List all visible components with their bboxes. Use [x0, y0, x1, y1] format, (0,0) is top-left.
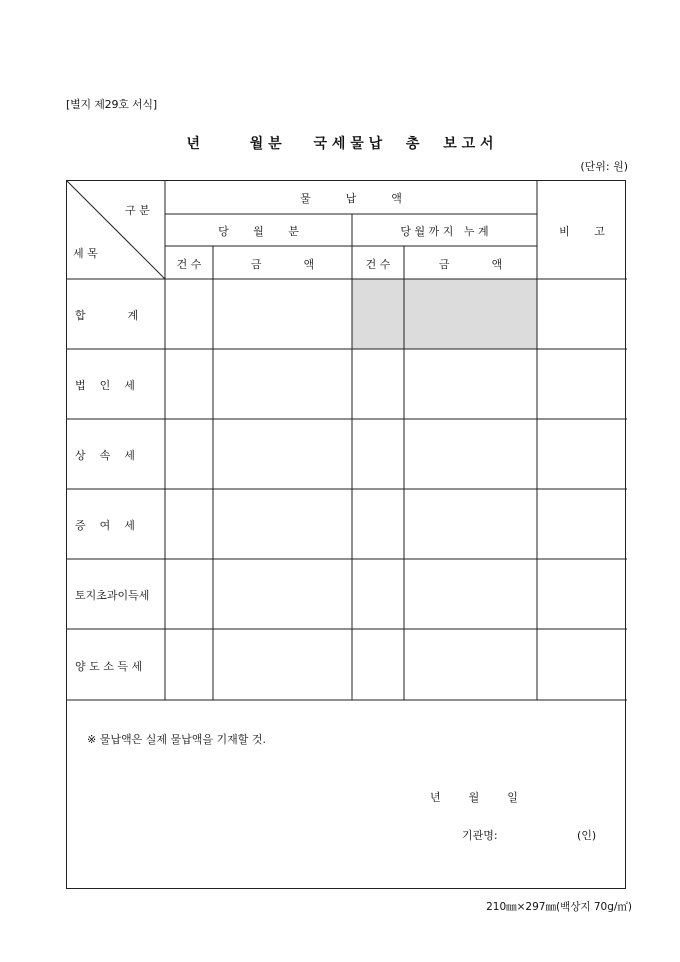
row-label-corporate-tax: 법 인 세: [75, 379, 135, 392]
title-month: 월 분: [249, 136, 282, 152]
payment-amount-header: 물 납 액: [300, 192, 402, 205]
date-line: 년 월 일: [430, 791, 518, 804]
remarks-header: 비 고: [559, 225, 605, 238]
paper-spec: 210㎜×297㎜(백상지 70g/㎡): [486, 901, 632, 913]
current-month-header: 당 월 분: [218, 225, 299, 238]
amount-header-cumulative: 금 액: [438, 258, 503, 271]
count-header-current: 건 수: [176, 258, 202, 271]
report-title: [0, 133, 680, 153]
title-year: 년: [186, 136, 200, 152]
form-number-label: [별지 제29호 서식]: [66, 98, 157, 111]
instruction-note: ※ 물납액은 실제 물납액을 기재할 것.: [87, 733, 266, 746]
row-label-land-excess-gain-tax: 토지초과이득세: [75, 589, 150, 602]
title-main: 국 세 물 납: [313, 136, 383, 152]
table-grid: [67, 181, 627, 890]
count-header-cumulative: 건 수: [365, 258, 391, 271]
report-frame: [66, 180, 626, 889]
agency-label: 기관명:: [462, 829, 498, 842]
amount-header-current: 금 액: [250, 258, 315, 271]
corner-bottom-label: 세 목: [73, 247, 98, 260]
unit-label: (단위: 원): [580, 160, 628, 173]
row-label-capital-gains-tax: 양 도 소 득 세: [75, 660, 143, 673]
shaded-cumulative-total: [352, 279, 537, 349]
row-label-total: 합 계: [75, 309, 139, 322]
cumulative-header: 당 월 까 지 누 계: [400, 225, 489, 238]
seal-mark: (인): [577, 829, 597, 842]
corner-top-label: 구 분: [125, 204, 150, 217]
row-label-inheritance-tax: 상 속 세: [75, 449, 135, 462]
title-total: 총: [405, 136, 420, 152]
row-label-gift-tax: 증 여 세: [75, 519, 135, 532]
title-report: 보 고 서: [443, 136, 494, 152]
